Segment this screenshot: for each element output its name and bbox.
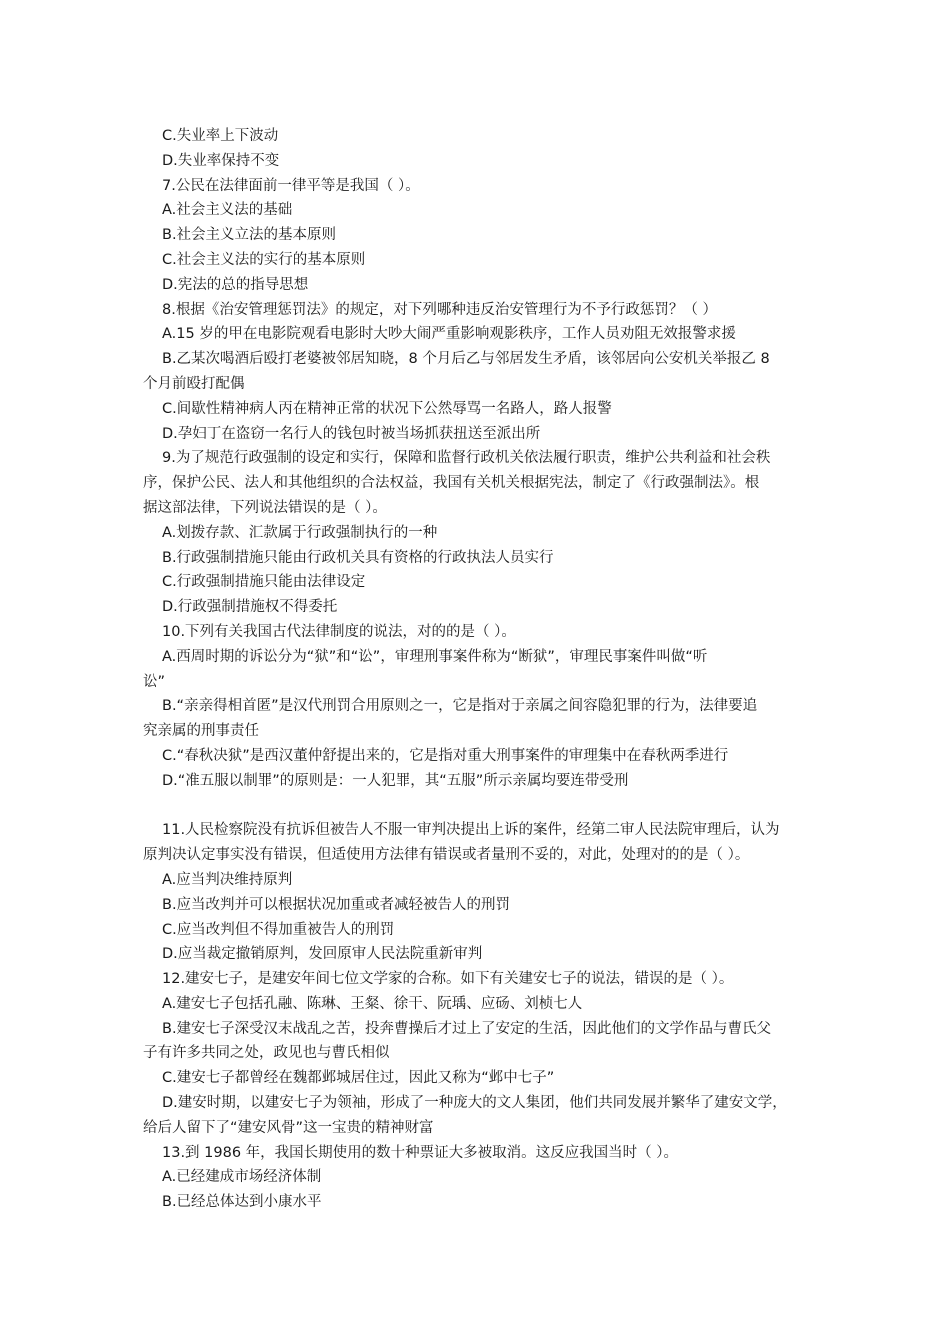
- text-line-continuation: 序，保护公民、法人和其他组织的合法权益，我国有关机关根据宪法，制定了《行政强制法》。根: [143, 475, 760, 492]
- text-line: B.社会主义立法的基本原则: [162, 227, 337, 244]
- text-line: D.行政强制措施权不得委托: [162, 599, 338, 616]
- text-line-continuation: 原判决认定事实没有错误，但适使用方法律有错误或者量刑不妥的，对此，处理对的的是（ ）。: [143, 847, 750, 864]
- text-line: C.失业率上下波动: [162, 128, 279, 144]
- blank-line: [143, 794, 808, 819]
- text-line: B.建安七子深受汉末战乱之苦，投奔曹操后才过上了安定的生活，因此他们的文学作品与曹氏父: [162, 1020, 772, 1037]
- text-line: 7.公民在法律面前一律平等是我国（ ）。: [162, 177, 420, 194]
- text-line: 9.为了规范行政强制的设定和实行，保障和监督行政机关依法履行职责，维护公共利益和社会秩: [162, 450, 771, 467]
- text-line-continuation: 究亲属的刑事责任: [143, 723, 259, 740]
- text-line-continuation: 讼”: [143, 673, 166, 690]
- text-line: A.西周时期的诉讼分为“狱”和“讼”，审理刑事案件称为“断狱”，审理民事案件叫做“听: [162, 648, 708, 665]
- text-line: B.应当改判并可以根据状况加重或者减轻被告人的刑罚: [162, 896, 511, 913]
- text-line: D.“准五服以制罪”的原则是：一人犯罪，其“五服”所示亲属均要连带受刑: [162, 772, 629, 789]
- text-line: A.社会主义法的基础: [162, 202, 293, 219]
- text-line: A.划拨存款、汇款属于行政强制执行的一种: [162, 524, 438, 541]
- text-line: C.社会主义法的实行的基本原则: [162, 251, 366, 268]
- text-line: A.应当判决维持原判: [162, 871, 293, 888]
- text-line: 13.到 1986 年，我国长期使用的数十种票证大多被取消。这反应我国当时（ ）。: [162, 1144, 679, 1161]
- text-line-continuation: 给后人留下了“建安风骨”这一宝贵的精神财富: [143, 1119, 434, 1136]
- text-line: C.间歇性精神病人丙在精神正常的状况下公然辱骂一名路人，路人报警: [162, 400, 612, 417]
- text-line: C.“春秋决狱”是西汉董仲舒提出来的，它是指对重大刑事案件的审理集中在春秋两季进行: [162, 747, 729, 764]
- text-line: A.已经建成市场经济体制: [162, 1169, 322, 1186]
- text-line-continuation: 个月前殴打配偶: [143, 375, 245, 392]
- text-line: 8.根据《治安管理惩罚法》的规定，对下列哪种违反治安管理行为不予行政惩罚？（ ）: [162, 301, 717, 318]
- text-line: D.建安时期，以建安七子为领袖，形成了一种庞大的文人集团，他们共同发展并繁华了建安文学，: [162, 1095, 787, 1112]
- text-line: D.孕妇丁在盗窃一名行人的钱包时被当场抓获扭送至派出所: [162, 425, 541, 442]
- text-line: C.行政强制措施只能由法律设定: [162, 574, 366, 591]
- text-line: D.失业率保持不变: [162, 152, 280, 169]
- text-line: B.乙某次喝酒后殴打老婆被邻居知晓，8 个月后乙与邻居发生矛盾，该邻居向公安机关举报乙 8: [162, 351, 770, 368]
- text-line: A.15 岁的甲在电影院观看电影时大吵大闹严重影响观影秩序，工作人员劝阻无效报警求援: [162, 326, 736, 343]
- text-line: B.已经总体达到小康水平: [162, 1194, 322, 1211]
- text-line-continuation: 子有许多共同之处，政见也与曹氏相似: [143, 1045, 390, 1062]
- text-line: B.“亲亲得相首匿”是汉代刑罚合用原则之一，它是指对于亲属之间容隐犯罪的行为，法律要追: [162, 698, 758, 715]
- text-line: 11.人民检察院没有抗诉但被告人不服一审判决提出上诉的案件，经第二审人民法院审理后，认为: [162, 822, 780, 839]
- text-line: 12.建安七子，是建安年间七位文学家的合称。如下有关建安七子的说法，错误的是（ ）。: [162, 971, 734, 988]
- text-line: C.建安七子都曾经在魏都邺城居住过，因此又称为“邺中七子”: [162, 1070, 555, 1087]
- text-line: D.应当裁定撤销原判，发回原审人民法院重新审判: [162, 946, 483, 963]
- document-body: [143, 124, 808, 1215]
- text-line-continuation: 据这部法律，下列说法错误的是（ ）。: [143, 499, 387, 516]
- text-line: D.宪法的总的指导思想: [162, 276, 309, 293]
- text-line: 10.下列有关我国古代法律制度的说法，对的的是（ ）。: [162, 623, 516, 640]
- text-line: B.行政强制措施只能由行政机关具有资格的行政执法人员实行: [162, 549, 554, 566]
- text-line: A.建安七子包括孔融、陈琳、王粲、徐干、阮瑀、应砀、刘桢七人: [162, 995, 583, 1012]
- text-line: C.应当改判但不得加重被告人的刑罚: [162, 921, 395, 938]
